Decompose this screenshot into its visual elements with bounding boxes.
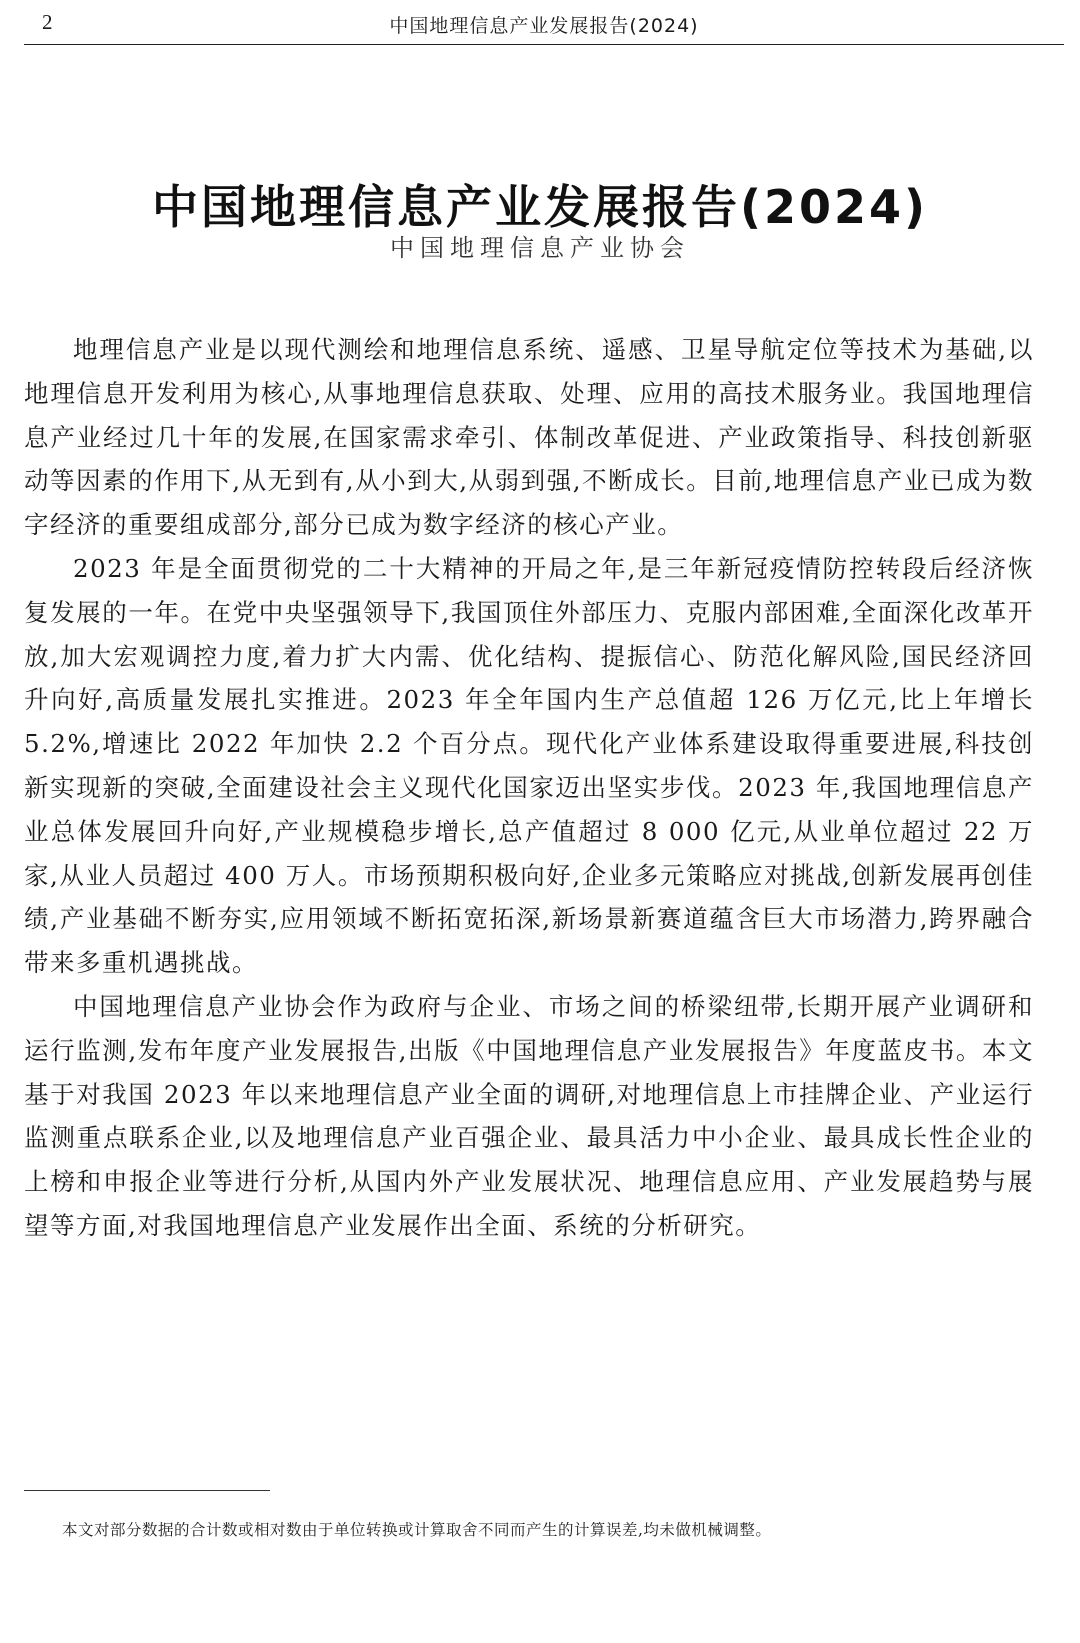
author: 中国地理信息产业协会 (390, 234, 690, 262)
document-title: 中国地理信息产业发展报告(2024) (151, 179, 929, 234)
body-text (24, 328, 1034, 1248)
page-number: 2 (42, 10, 53, 34)
paragraph-1: 地理信息产业是以现代测绘和地理信息系统、遥感、卫星导航定位等技术为基础,以地理信息开发利用为核心,从事地理信息获取、处理、应用的高技术服务业。我国地理信息产业经过几十年的发展,在国家需求牵引、体制改革促进、产业政策指导、科技创新驱动等因素的作用下,从无到有,从小到大,从弱到强,不断成长。目前,地理信息产业已成为数字经济的重要组成部分,部分已成为数字经济的核心产业。 (24, 335, 1034, 540)
footnote: 本文对部分数据的合计数或相对数由于单位转换或计算取舍不同而产生的计算误差,均未做机械调整。 (62, 1521, 772, 1539)
paragraph-3: 中国地理信息产业协会作为政府与企业、市场之间的桥梁纽带,长期开展产业调研和运行监测,发布年度产业发展报告,出版《中国地理信息产业发展报告》年度蓝皮书。本文基于对我国 2023 年以来地理信息产业全面的调研,对地理信息上市挂牌企业、产业运行监测重点联系企业,以及地理信息产业百强企业、最具活力中小企业、最具成长性企业的上榜和申报企业等进行分析,从国内外产业发展状况、地理信息应用、产业发展趋势与展望等方面,对我国地理信息产业发展作出全面、系统的分析研究。 (24, 991, 1034, 1240)
paragraph-2: 2023 年是全面贯彻党的二十大精神的开局之年,是三年新冠疫情防控转段后经济恢复发展的一年。在党中央坚强领导下,我国顶住外部压力、克服内部困难,全面深化改革开放,加大宏观调控力度,着力扩大内需、优化结构、提振信心、防范化解风险,国民经济回升向好,高质量发展扎实推进。2023 年全年国内生产总值超 126 万亿元,比上年增长 5.2%,增速比 2022 年加快 2.2 个百分点。现代化产业体系建设取得重要进展,科技创新实现新的突破,全面建设社会主义现代化国家迈出坚实步伐。2023 年,我国地理信息产业总体发展回升向好,产业规模稳步增长,总产值超过 8 000 亿元,从业单位超过 22 万家,从业人员超过 400 万人。市场预期积极向好,企业多元策略应对挑战,创新发展再创佳绩,产业基础不断夯实,应用领域不断拓宽拓深,新场景新赛道蕴含巨大市场潜力,跨界融合带来多重机遇挑战。 (24, 553, 1034, 978)
running-header (24, 6, 1064, 45)
running-title: 中国地理信息产业发展报告(2024) (389, 15, 699, 37)
footnote-divider (24, 1490, 270, 1491)
